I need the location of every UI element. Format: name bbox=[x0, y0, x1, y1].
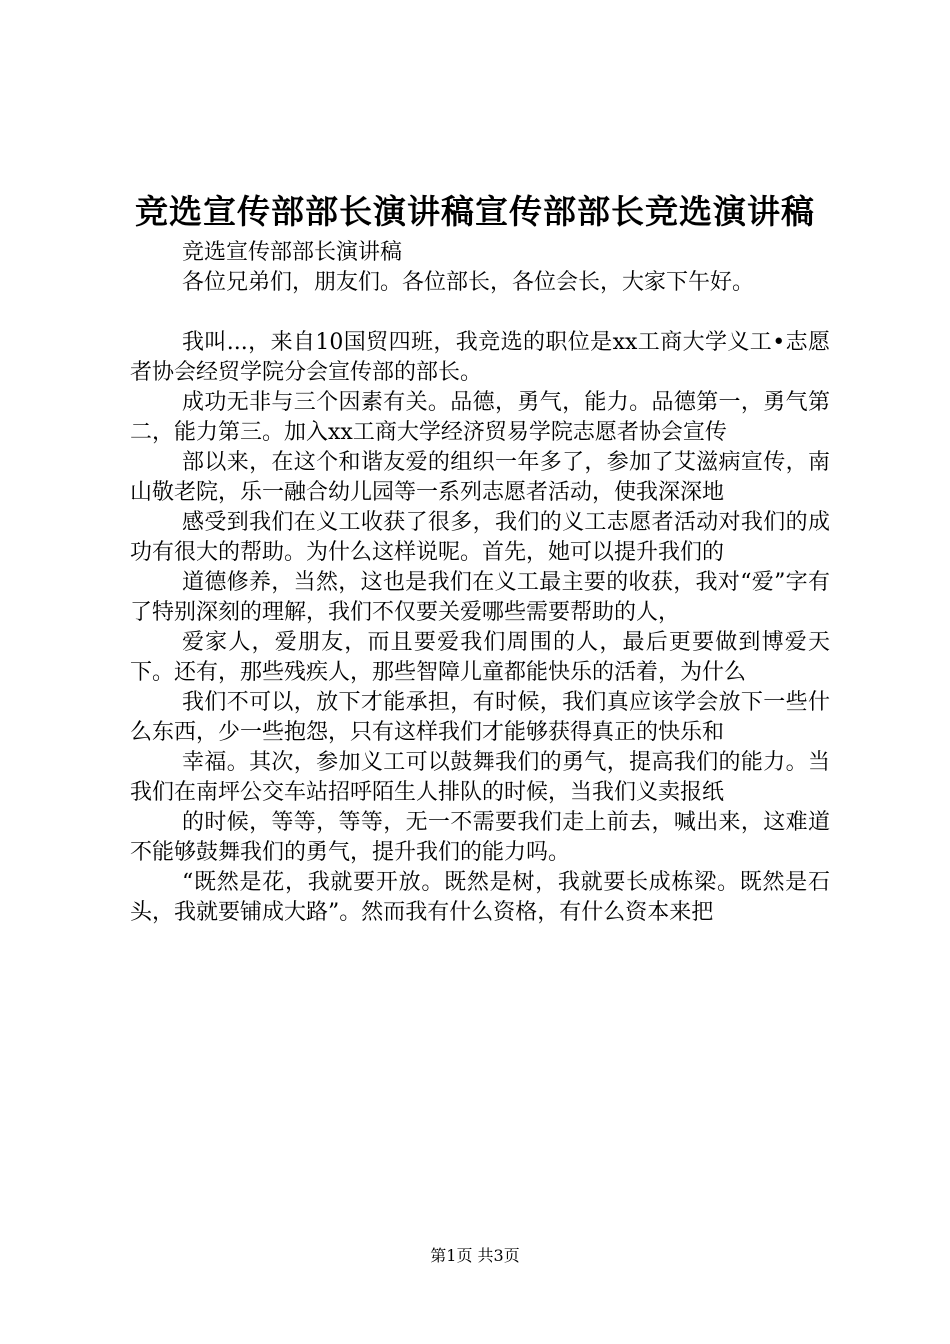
document-body bbox=[130, 238, 830, 928]
paragraph-stepping-forward: 的时候，等等，等等，无一不需要我们走上前去，喊出来，这难道不能够鼓舞我们的勇气，提升我们的能力吗。 bbox=[130, 810, 830, 865]
paragraph-letting-go: 我们不可以，放下才能承担，有时候，我们真应该学会放下一些什么东西，少一些抱怨，只有这样我们才能够获得真正的快乐和 bbox=[130, 690, 830, 745]
paragraph-gains: 感受到我们在义工收获了很多，我们的义工志愿者活动对我们的成功有很大的帮助。为什么这样说呢。首先，她可以提升我们的 bbox=[130, 510, 830, 565]
paragraph-success-factors: 成功无非与三个因素有关。品德，勇气，能力。品德第一，勇气第二，能力第三。加入xx工商大学经济贸易学院志愿者协会宣传 bbox=[130, 390, 830, 445]
page-number-footer: 第1页 共3页 bbox=[430, 1246, 520, 1265]
paragraph-quote: “既然是花，我就要开放。既然是树，我就要长成栋梁。既然是石头，我就要铺成大路”。然而我有什么资格，有什么资本来把 bbox=[130, 870, 830, 925]
paragraph-greeting: 各位兄弟们，朋友们。各位部长，各位会长，大家下午好。 bbox=[182, 270, 755, 295]
paragraph-subtitle: 竞选宣传部部长演讲稿 bbox=[182, 240, 403, 265]
paragraph-introduction: 我叫...，来自10国贸四班，我竞选的职位是xx工商大学义工•志愿者协会经贸学院分会宣传部的部长。 bbox=[130, 330, 830, 385]
paragraph-morality: 道德修养，当然，这也是我们在义工最主要的收获，我对“爱”字有了特别深刻的理解，我们不仅要关爱哪些需要帮助的人， bbox=[130, 570, 830, 625]
blank-line bbox=[130, 298, 830, 328]
document-title: 竞选宣传部部长演讲稿宣传部部长竞选演讲稿 bbox=[135, 192, 815, 231]
paragraph-courage: 幸福。其次，参加义工可以鼓舞我们的勇气，提高我们的能力。当我们在南坪公交车站招呼陌生人排队的时候，当我们义卖报纸 bbox=[130, 750, 830, 805]
paragraph-love: 爱家人，爱朋友，而且要爱我们周围的人，最后更要做到博爱天下。还有，那些残疾人，那些智障儿童都能快乐的活着，为什么 bbox=[130, 630, 830, 685]
paragraph-activities: 部以来，在这个和谐友爱的组织一年多了，参加了艾滋病宣传，南山敬老院，乐一融合幼儿园等一系列志愿者活动，使我深深地 bbox=[130, 450, 830, 505]
